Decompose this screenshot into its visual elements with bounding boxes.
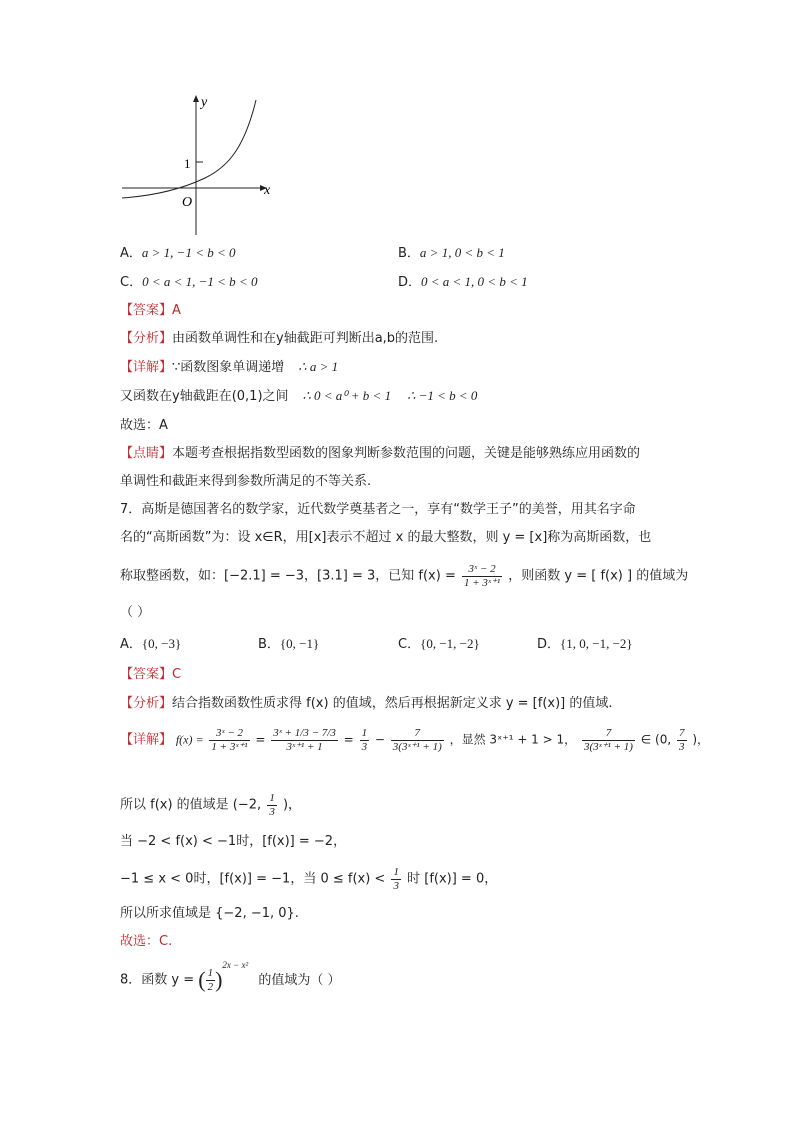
q7-range <box>120 792 301 818</box>
q7-case-1: 当 −2 < f(x) < −1时，[f(x)] = −2， <box>120 834 347 849</box>
option-text: a > 1, 0 < b < 1 <box>419 245 505 260</box>
case-text-b: 时 [f(x)] = 0， <box>407 871 498 887</box>
option-label: A． <box>120 246 142 261</box>
q8-base-fraction <box>206 967 216 993</box>
q7-choose: 故选：C. <box>120 934 173 949</box>
q7-answer <box>120 667 181 683</box>
q6-analysis <box>120 331 438 347</box>
q7-result: 所以所求值域是 {−2, −1, 0}. <box>120 906 299 921</box>
fraction-denominator: 1 + 3ˣ⁺¹ <box>211 740 248 753</box>
option-text: 0 < a < 1, −1 < b < 0 <box>142 274 258 289</box>
option-label: D． <box>398 275 422 290</box>
detail-close: )， <box>692 732 710 747</box>
fraction-denominator: 3 <box>269 805 275 818</box>
fraction-denominator: 3ˣ⁺¹ + 1 <box>286 740 323 753</box>
detail-text: ∵函数图象单调递增 <box>172 360 285 375</box>
detail-fraction-2 <box>271 727 338 753</box>
option-label: B． <box>398 246 420 261</box>
option-label: B． <box>258 637 280 652</box>
fraction-denominator: 3(3ˣ⁺¹ + 1) <box>583 740 633 753</box>
option-label: A． <box>120 637 142 652</box>
comment-tag: 【点睛】 <box>120 446 173 461</box>
option-label: C． <box>398 637 421 652</box>
x-axis-label: x <box>264 183 271 198</box>
q7-analysis <box>120 696 613 712</box>
case-text-a: −1 ≤ x < 0时，[f(x)] = −1，当 0 ≤ f(x) < <box>120 871 386 887</box>
q7-option-b[interactable] <box>258 636 319 653</box>
detail-equals-2: = <box>343 732 354 747</box>
range-text-a: 所以 f(x) 的值域是 (−2, <box>120 797 262 813</box>
q8-prefix: 8．函数 y = <box>120 972 195 988</box>
range-text-b: )， <box>282 797 302 813</box>
case-fraction <box>391 866 401 892</box>
q7-paren: （ ） <box>120 605 151 620</box>
q7-option-a[interactable] <box>120 636 181 653</box>
left-paren: ( <box>198 967 206 992</box>
range-fraction <box>267 792 277 818</box>
stem-text-b: ，则函数 y = [ f(x) ] 的值域为 <box>508 568 689 584</box>
option-text: {0, −1, −2} <box>420 636 480 651</box>
option-text: {1, 0, −1, −2} <box>560 636 633 651</box>
curve <box>122 100 256 198</box>
detail-equals: = <box>255 732 266 747</box>
detail-minus: − <box>374 732 385 747</box>
q7-detail-formula <box>120 727 709 753</box>
q6-comment-line2: 单调性和截距来得到参数所满足的不等关系. <box>120 474 372 489</box>
analysis-text: 结合指数函数性质求得 f(x) 的值域，然后再根据新定义求 y = [f(x)] 的值域. <box>172 696 613 711</box>
q6-comment-line1 <box>120 446 640 462</box>
q7-case-2 <box>120 866 497 892</box>
fraction-denominator: 3 <box>393 879 399 892</box>
fraction-denominator: 2 <box>207 980 214 993</box>
fraction-numerator: 7 <box>679 727 685 739</box>
fraction-numerator: 3ˣ − 2 <box>462 563 502 577</box>
q7-option-c[interactable] <box>398 636 480 653</box>
answer-value: C <box>172 667 182 682</box>
detail-math: ∴ a > 1 <box>298 359 339 374</box>
stem-text-a: 称取整函数，如：[−2.1] = −3，[3.1] = 3，已知 f(x) = <box>120 568 456 584</box>
detail-fraction-1 <box>209 727 249 753</box>
detail-fraction-5 <box>582 727 635 753</box>
fraction-numerator: 1 <box>207 967 214 980</box>
detail-fraction-4 <box>391 727 444 753</box>
q6-option-b[interactable] <box>398 245 505 262</box>
detail-fraction-6 <box>677 727 687 753</box>
fraction-numerator: 3ˣ + 1/3 − 7/3 <box>273 727 336 739</box>
y-axis-label: y <box>201 95 208 110</box>
answer-tag: 【答案】 <box>120 667 173 682</box>
exponential-graph <box>110 90 280 240</box>
detail-fraction-3 <box>360 727 370 753</box>
y-arrow <box>193 95 199 102</box>
q8-stem <box>120 960 341 993</box>
answer-value: A <box>172 303 181 318</box>
fraction-denominator: 3 <box>361 740 368 753</box>
q7-stem-line3 <box>120 563 688 589</box>
analysis-tag: 【分析】 <box>120 696 173 711</box>
detail-math-2: ∴ −1 < b < 0 <box>407 388 478 403</box>
right-paren: ) <box>215 967 223 992</box>
fx-fraction <box>462 563 502 589</box>
fraction-numerator: 7 <box>582 727 635 741</box>
option-label: D． <box>537 637 561 652</box>
fraction-numerator: 1 <box>361 727 368 739</box>
option-text: 0 < a < 1, 0 < b < 1 <box>421 274 528 289</box>
fraction-denominator: 3(3ˣ⁺¹ + 1) <box>392 740 442 753</box>
fraction-numerator: 1 <box>393 866 399 878</box>
analysis-text: 由函数单调性和在y轴截距可判断出a,b的范围. <box>172 331 439 346</box>
q7-option-d[interactable] <box>537 636 633 653</box>
detail-tag: 【详解】 <box>120 732 173 748</box>
option-label: C． <box>120 275 143 290</box>
q7-stem-line2: 名的“高斯函数”为：设 x∈R，用[x]表示不超过 x 的最大整数，则 y = [x]称为高斯函数，也 <box>120 530 652 545</box>
option-text: {0, −1} <box>279 636 320 651</box>
fraction-denominator: 3 <box>679 740 685 753</box>
detail-tail: ，显然 3ˣ⁺¹ + 1 > 1， <box>449 732 577 747</box>
answer-tag: 【答案】 <box>120 303 173 318</box>
q6-detail-line2 <box>120 388 477 405</box>
comment-text: 本题考查根据指数型函数的图象判断参数范围的问题，关键是能够熟练应用函数的 <box>172 446 641 461</box>
q8-exponent: 2x − x² <box>222 960 249 971</box>
detail-fx: f(x) = <box>175 732 204 747</box>
q6-answer <box>120 303 181 319</box>
origin-label: O <box>182 195 193 210</box>
detail-math-1: ∴ 0 < a⁰ + b < 1 <box>302 388 392 403</box>
q6-option-a[interactable] <box>120 245 236 262</box>
fraction-numerator: 7 <box>391 727 444 741</box>
analysis-tag: 【分析】 <box>120 331 173 346</box>
option-text: a > 1, −1 < b < 0 <box>141 245 236 260</box>
q8-suffix: 的值域为（ ） <box>258 972 341 988</box>
detail-tag: 【详解】 <box>120 360 173 375</box>
fraction-numerator: 3ˣ − 2 <box>209 727 249 741</box>
q6-detail-line1 <box>120 359 338 376</box>
q7-stem-line1: 7．高斯是德国著名的数学家，近代数学奠基者之一，享有“数学王子”的美誉，用其名字命 <box>120 502 636 517</box>
option-text: {0, −3} <box>141 636 182 651</box>
fraction-denominator: 1 + 3ˣ⁺¹ <box>464 576 501 589</box>
detail-text: 又函数在y轴截距在(0,1)之间 <box>120 389 289 404</box>
q6-option-d[interactable] <box>398 274 528 291</box>
q6-choose: 故选：A <box>120 418 168 433</box>
fraction-numerator: 1 <box>269 792 275 804</box>
q6-option-c[interactable] <box>120 274 257 291</box>
tick-one-label: 1 <box>184 156 191 171</box>
detail-in: ∈ (0, <box>640 732 672 747</box>
